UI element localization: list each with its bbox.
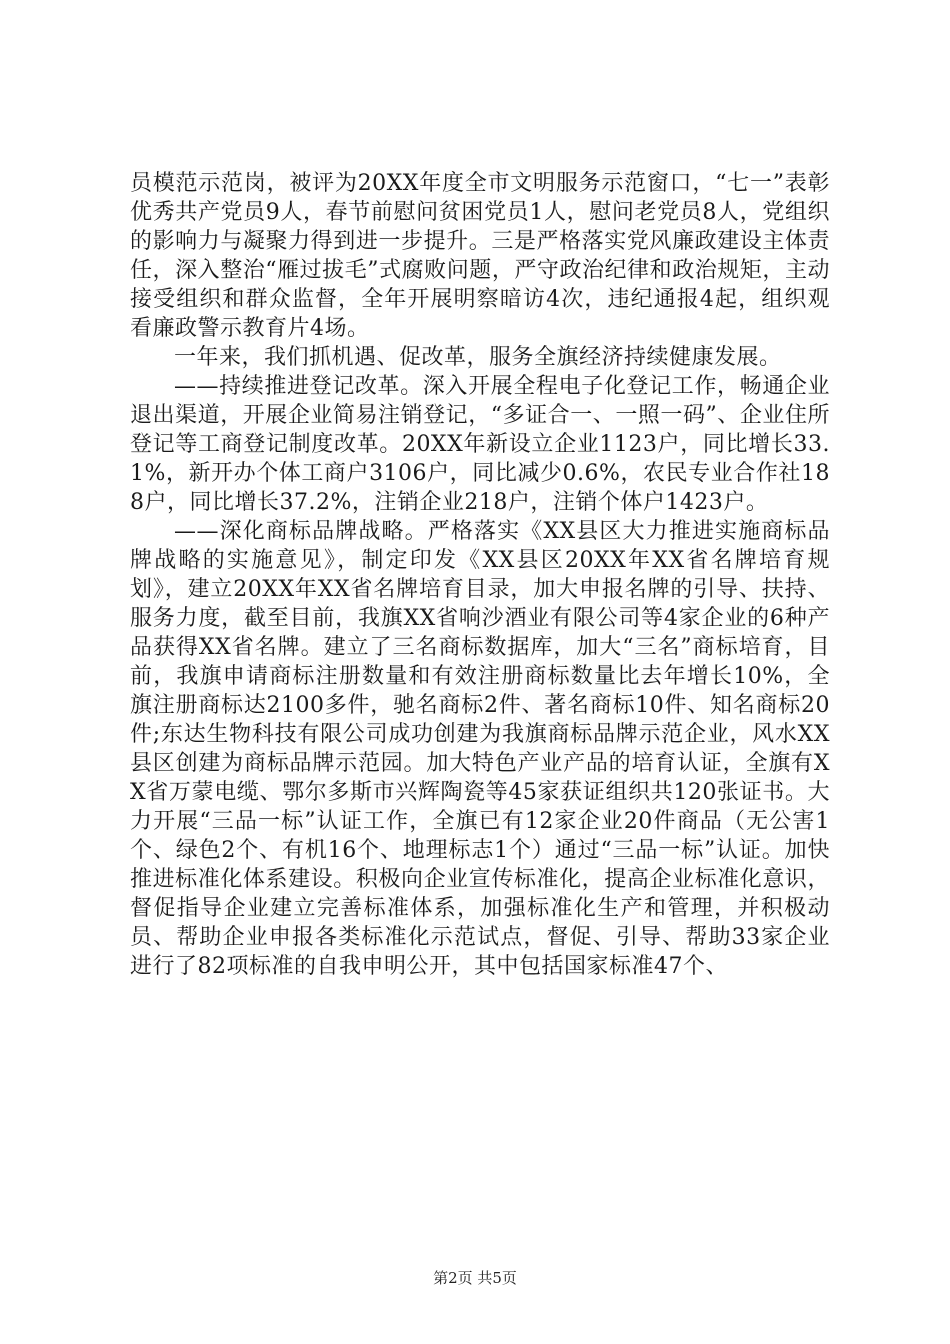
- paragraph-trademark-strategy: ——深化商标品牌战略。严格落实《XX县区大力推进实施商标品牌战略的实施意见》，制定印发《XX县区20XX年XX省名牌培育规划》，建立20XX年XX省名牌培育目录，加大申报名牌的引导、扶持、服务力度，截至目前，我旗XX省响沙酒业有限公司等4家企业的6种产品获得XX省名牌。建立了三名商标数据库，加大“三名”商标培育，目前，我旗申请商标注册数量和有效注册商标数量比去年增长10%，全旗注册商标达2100多件，驰名商标2件、著名商标10件、知名商标20件;东达生物科技有限公司成功创建为我旗商标品牌示范企业，风水XX县区创建为商标品牌示范园。加大特色产业产品的培育认证，全旗有XX省万蒙电缆、鄂尔多斯市兴辉陶瓷等45家获证组织共120张证书。大力开展“三品一标”认证工作，全旗已有12家企业20件商品（无公害1个、绿色2个、有机16个、地理标志1个）通过“三品一标”认证。加快推进标准化体系建设。积极向企业宣传标准化，提高企业标准化意识，督促指导企业建立完善标准体系，加强标准化生产和管理，并积极动员、帮助企业申报各类标准化示范试点，督促、引导、帮助33家企业进行了82项标准的自我申明公开，其中包括国家标准47个、: [130, 519, 830, 979]
- document-body: [130, 169, 830, 981]
- paragraph-registration-reform: ——持续推进登记改革。深入开展全程电子化登记工作，畅通企业退出渠道，开展企业简易注销登记，“多证合一、一照一码”、企业住所登记等工商登记制度改革。20XX年新设立企业1123户，同比增长33.1%，新开办个体工商户3106户，同比减少0.6%，农民专业合作社188户，同比增长37.2%，注销企业218户，注销个体户1423户。: [130, 374, 830, 515]
- page-footer: 第2页 共5页: [433, 1269, 517, 1287]
- paragraph-continued: 员模范示范岗，被评为20XX年度全市文明服务示范窗口，“七一”表彰优秀共产党员9人，春节前慰问贫困党员1人，慰问老党员8人，党组织的影响力与凝聚力得到进一步提升。三是严格落实党风廉政建设主体责任，深入整治“雁过拔毛”式腐败问题，严守政治纪律和政治规矩，主动接受组织和群众监督，全年开展明察暗访4次，违纪通报4起，组织观看廉政警示教育片4场。: [130, 171, 830, 341]
- paragraph-summary: 一年来，我们抓机遇、促改革，服务全旗经济持续健康发展。: [174, 345, 782, 370]
